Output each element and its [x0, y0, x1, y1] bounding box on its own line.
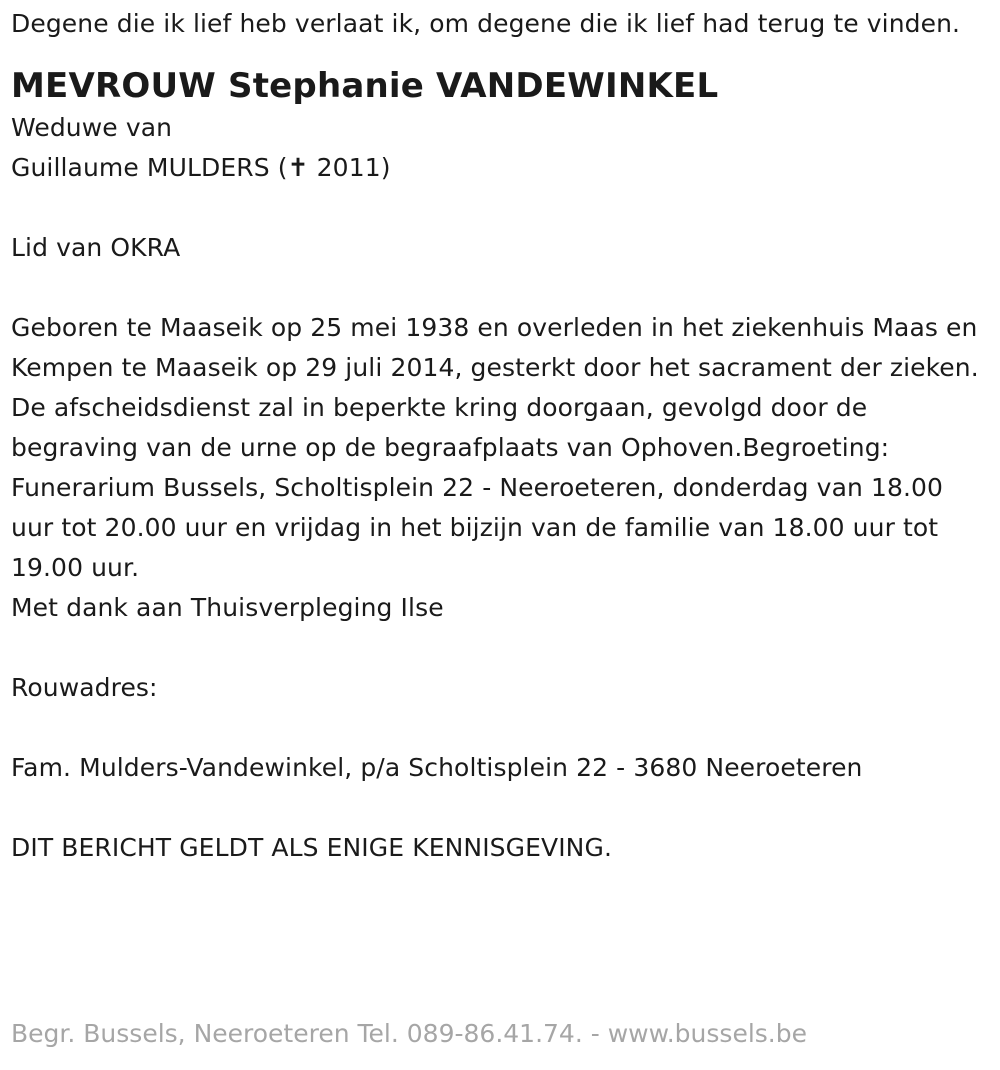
thanks-line: Met dank aan Thuisverpleging Ilse: [11, 593, 444, 622]
memorial-quote: Degene die ik lief heb verlaat ik, om degene die ik lief had terug te vinden.: [11, 9, 961, 38]
deceased-name: MEVROUW Stephanie VANDEWINKEL: [11, 66, 719, 106]
spacer: [11, 188, 993, 228]
widow-label: Weduwe van: [11, 113, 173, 142]
death-notice: [11, 4, 993, 868]
sole-notice-statement: DIT BERICHT GELDT ALS ENIGE KENNISGEVING.: [11, 833, 612, 862]
birth-death-details: Geboren te Maaseik op 25 mei 1938 en overleden in het ziekenhuis Maas en Kempen te Maaseik op 29 juli 2014, gesterkt door het sacrament der zieken.: [11, 313, 979, 382]
spouse-name: Guillaume MULDERS (✝ 2011): [11, 153, 391, 182]
funeral-home-footer: Begr. Bussels, Neeroeteren Tel. 089-86.41.74. - www.bussels.be: [11, 1019, 807, 1048]
mourning-address: Fam. Mulders-Vandewinkel, p/a Scholtisplein 22 - 3680 Neeroeteren: [11, 753, 863, 782]
service-details: De afscheidsdienst zal in beperkte kring doorgaan, gevolgd door de begraving van de urne op de begraafplaats van Ophoven.Begroeting: Funerarium Bussels, Scholtisplein 22 - Neeroeteren, donderdag van 18.00 uur tot 20.00 uur en vrijdag in het bijzijn van de familie van 18.00 uur tot 19.00 uur.: [11, 393, 944, 582]
spacer: [11, 628, 993, 668]
address-label: Rouwadres:: [11, 673, 158, 702]
membership: Lid van OKRA: [11, 233, 181, 262]
spacer: [11, 708, 993, 748]
spacer: [11, 268, 993, 308]
spacer: [11, 788, 993, 828]
